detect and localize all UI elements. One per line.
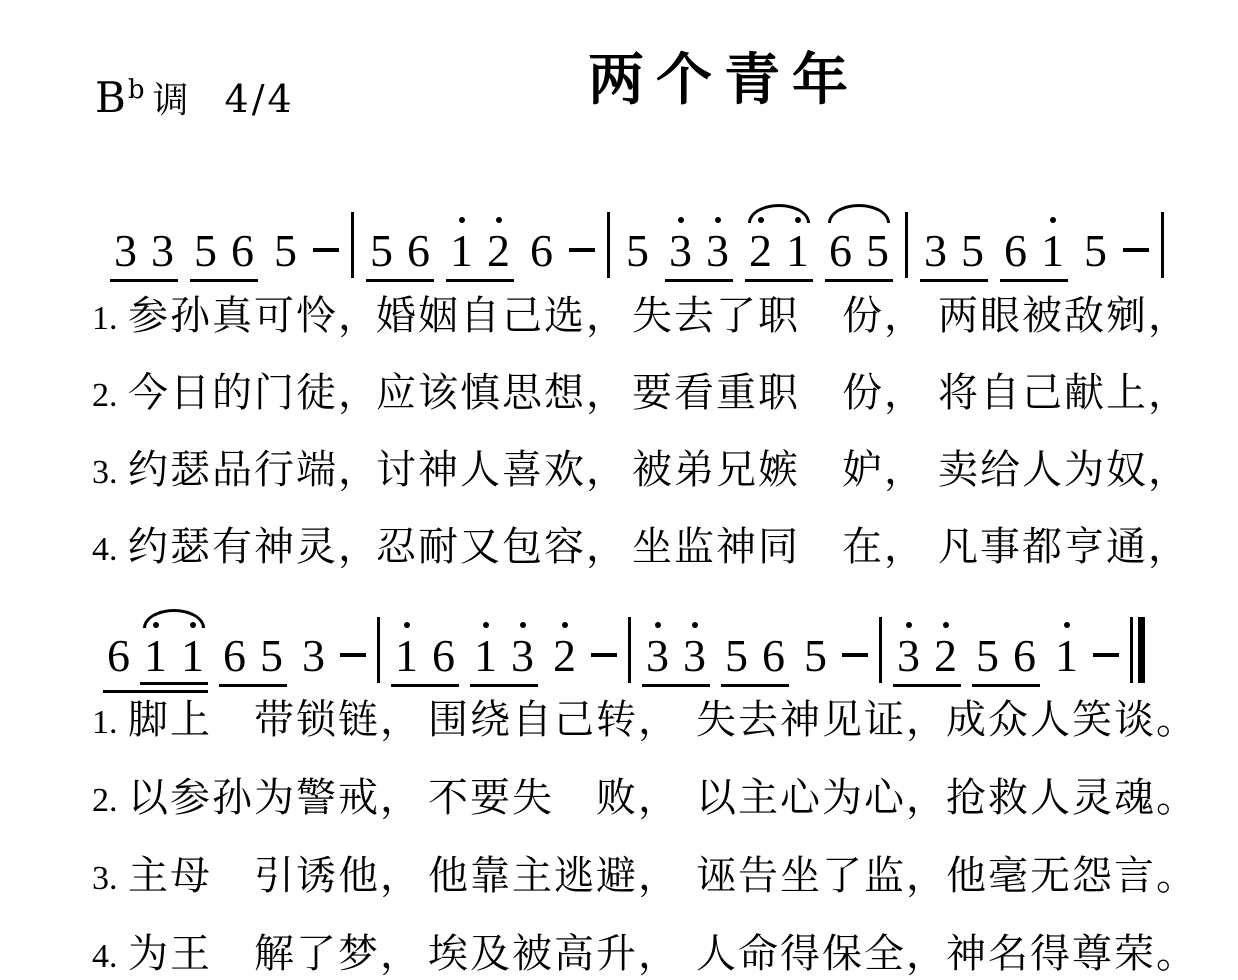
verse-row bbox=[92, 444, 1228, 496]
note-group bbox=[219, 630, 287, 687]
jianpu-note: 5 bbox=[804, 630, 827, 681]
lyric-phrase: 以主心为心， bbox=[696, 775, 948, 821]
note-group bbox=[366, 225, 434, 282]
note-group bbox=[446, 225, 514, 282]
jianpu-note: 1 bbox=[446, 228, 477, 274]
note-group bbox=[470, 630, 538, 687]
jianpu-note: 6 bbox=[1013, 630, 1036, 681]
duration-dash bbox=[842, 653, 868, 657]
lyric-phrase: 抢救人灵魂。 bbox=[946, 775, 1198, 821]
verse-number: 1. bbox=[92, 704, 118, 741]
lyric-phrase: 成众人笑谈。 bbox=[946, 697, 1198, 743]
jianpu-note: 3 bbox=[702, 228, 733, 274]
octave-dot bbox=[190, 622, 196, 628]
music-line-2 bbox=[103, 605, 1145, 693]
jianpu-note: 1 bbox=[1051, 633, 1082, 679]
jianpu-note: 1 bbox=[391, 633, 422, 679]
barline bbox=[879, 617, 882, 683]
lyric-phrase: 应该慎思想， bbox=[376, 370, 628, 416]
lyric-phrase: 要看重职 份， bbox=[632, 370, 926, 416]
jianpu-note: 3 bbox=[114, 225, 137, 276]
lyric-phrase: 失去了职 份， bbox=[632, 293, 926, 339]
slur-arc bbox=[828, 204, 890, 223]
jianpu-note: 5 bbox=[866, 225, 889, 276]
duration-dash bbox=[569, 248, 595, 252]
page-title: 两个青年 bbox=[588, 48, 860, 113]
jianpu-note: 1 bbox=[782, 228, 813, 274]
note-group bbox=[665, 225, 733, 282]
lyric-phrase: 婚姻自己选， bbox=[376, 293, 628, 339]
lyric-phrase: 讨神人喜欢， bbox=[376, 447, 628, 493]
octave-dot bbox=[562, 622, 568, 628]
octave-dot bbox=[459, 217, 465, 223]
duration-dash bbox=[1093, 653, 1119, 657]
octave-dot bbox=[153, 622, 159, 628]
verse-row bbox=[92, 772, 1228, 824]
jianpu-note: 5 bbox=[274, 225, 297, 276]
jianpu-note: 3 bbox=[151, 225, 174, 276]
lyric-phrase: 围绕自己转， bbox=[428, 697, 680, 743]
verse-row bbox=[92, 367, 1228, 419]
lyric-phrase: 被弟兄嫉 妒， bbox=[632, 447, 926, 493]
jianpu-note: 5 bbox=[626, 225, 649, 276]
lyric-phrase: 将自己献上， bbox=[938, 370, 1190, 416]
octave-dot bbox=[758, 217, 764, 223]
jianpu-note: 1 bbox=[140, 633, 171, 679]
jianpu-note: 5 bbox=[370, 225, 393, 276]
jianpu-note: 5 bbox=[725, 630, 748, 681]
lyric-phrase: 参孙真可怜， bbox=[128, 293, 380, 339]
jianpu-note: 2 bbox=[549, 633, 580, 679]
jianpu-note: 3 bbox=[507, 633, 538, 679]
octave-dot bbox=[520, 622, 526, 628]
lyric-phrase: 失去神见证， bbox=[696, 697, 948, 743]
octave-dot bbox=[483, 622, 489, 628]
verse-row bbox=[92, 928, 1228, 980]
jianpu-note: 6 bbox=[1004, 225, 1027, 276]
music-line-1 bbox=[110, 200, 1164, 282]
jianpu-note: 3 bbox=[665, 228, 696, 274]
jianpu-note: 1 bbox=[177, 633, 208, 679]
verse-row bbox=[92, 694, 1228, 746]
octave-dot bbox=[906, 622, 912, 628]
jianpu-note: 5 bbox=[961, 225, 984, 276]
octave-dot bbox=[678, 217, 684, 223]
note-group bbox=[745, 225, 813, 282]
jianpu-note: 5 bbox=[260, 630, 283, 681]
key-word: 调 bbox=[152, 80, 191, 121]
note-group bbox=[1000, 225, 1068, 282]
lyric-phrase: 忍耐又包容， bbox=[376, 524, 628, 570]
jianpu-note: 5 bbox=[194, 225, 217, 276]
octave-dot bbox=[692, 622, 698, 628]
verse-section-2 bbox=[92, 694, 1228, 980]
verse-number: 4. bbox=[92, 531, 118, 568]
duration-dash bbox=[591, 653, 617, 657]
jianpu-note: 5 bbox=[1084, 225, 1107, 276]
jianpu-note: 6 bbox=[762, 630, 785, 681]
verse-row bbox=[92, 521, 1228, 573]
final-barline bbox=[1130, 617, 1145, 683]
jianpu-note: 3 bbox=[679, 633, 710, 679]
lyric-phrase: 以参孙为警戒， bbox=[128, 775, 422, 821]
note-group bbox=[893, 630, 961, 687]
lyric-phrase: 不要失 败， bbox=[428, 775, 680, 821]
jianpu-note: 6 bbox=[530, 225, 553, 276]
octave-dot bbox=[795, 217, 801, 223]
verse-section-1 bbox=[92, 290, 1228, 598]
note-group bbox=[140, 630, 208, 685]
lyric-phrase: 脚上 带锁链， bbox=[128, 697, 422, 743]
key-letter: B bbox=[95, 73, 128, 122]
lyric-phrase: 他毫无怨言。 bbox=[946, 853, 1198, 899]
jianpu-note: 6 bbox=[432, 630, 455, 681]
jianpu-note: 2 bbox=[483, 228, 514, 274]
lyric-phrase: 为王 解了梦， bbox=[128, 931, 422, 977]
note-group bbox=[920, 225, 988, 282]
jianpu-note: 3 bbox=[302, 630, 325, 681]
lyric-phrase: 约瑟品行端， bbox=[128, 447, 380, 493]
verse-number: 1. bbox=[92, 300, 118, 337]
verse-row bbox=[92, 850, 1228, 902]
lyric-phrase: 凡事都亨通， bbox=[938, 524, 1190, 570]
note-group bbox=[721, 630, 789, 687]
jianpu-note: 3 bbox=[924, 225, 947, 276]
jianpu-note: 6 bbox=[231, 225, 254, 276]
jianpu-note: 6 bbox=[407, 225, 430, 276]
octave-dot bbox=[1064, 622, 1070, 628]
barline bbox=[628, 617, 631, 683]
lyric-phrase: 约瑟有神灵， bbox=[128, 524, 380, 570]
jianpu-note: 1 bbox=[470, 633, 501, 679]
note-group bbox=[190, 225, 258, 282]
octave-dot bbox=[943, 622, 949, 628]
lyric-phrase: 今日的门徒， bbox=[128, 370, 380, 416]
jianpu-note: 6 bbox=[223, 630, 246, 681]
duration-dash bbox=[1123, 248, 1149, 252]
barline bbox=[377, 617, 380, 683]
verse-number: 2. bbox=[92, 782, 118, 819]
lyric-phrase: 诬告坐了监， bbox=[696, 853, 948, 899]
verse-number: 3. bbox=[92, 860, 118, 897]
lyric-phrase: 埃及被高升， bbox=[428, 931, 680, 977]
barline bbox=[1161, 212, 1164, 278]
jianpu-note: 6 bbox=[107, 630, 130, 681]
octave-dot bbox=[715, 217, 721, 223]
verse-number: 4. bbox=[92, 938, 118, 975]
jianpu-note: 1 bbox=[1037, 228, 1068, 274]
barline bbox=[905, 212, 908, 278]
lyric-phrase: 主母 引诱他， bbox=[128, 853, 422, 899]
duration-dash bbox=[340, 653, 366, 657]
jianpu-note: 6 bbox=[829, 225, 852, 276]
lyric-phrase: 卖给人为奴， bbox=[938, 447, 1190, 493]
verse-number: 2. bbox=[92, 377, 118, 414]
octave-dot bbox=[1050, 217, 1056, 223]
lyric-phrase: 人命得保全， bbox=[696, 931, 948, 977]
note-group bbox=[110, 225, 178, 282]
verse-number: 3. bbox=[92, 454, 118, 491]
jianpu-note: 3 bbox=[642, 633, 673, 679]
lyric-phrase: 神名得尊荣。 bbox=[946, 931, 1198, 977]
duration-dash bbox=[313, 248, 339, 252]
flat-accidental: b bbox=[127, 74, 147, 105]
note-group bbox=[103, 630, 208, 693]
jianpu-note: 2 bbox=[930, 633, 961, 679]
octave-dot bbox=[404, 622, 410, 628]
time-signature: 4/4 bbox=[224, 77, 295, 121]
jianpu-note: 5 bbox=[976, 630, 999, 681]
lyric-phrase: 两眼被敌剜， bbox=[938, 293, 1190, 339]
barline bbox=[607, 212, 610, 278]
note-group bbox=[825, 225, 893, 282]
note-group bbox=[972, 630, 1040, 687]
lyric-phrase: 坐监神同 在， bbox=[632, 524, 926, 570]
barline bbox=[351, 212, 354, 278]
octave-dot bbox=[655, 622, 661, 628]
note-group bbox=[642, 630, 710, 687]
jianpu-note: 2 bbox=[745, 228, 776, 274]
jianpu-note: 3 bbox=[893, 633, 924, 679]
lyric-phrase: 他靠主逃避， bbox=[428, 853, 680, 899]
verse-row bbox=[92, 290, 1228, 342]
key-signature bbox=[95, 72, 295, 123]
octave-dot bbox=[496, 217, 502, 223]
note-group bbox=[391, 630, 459, 687]
